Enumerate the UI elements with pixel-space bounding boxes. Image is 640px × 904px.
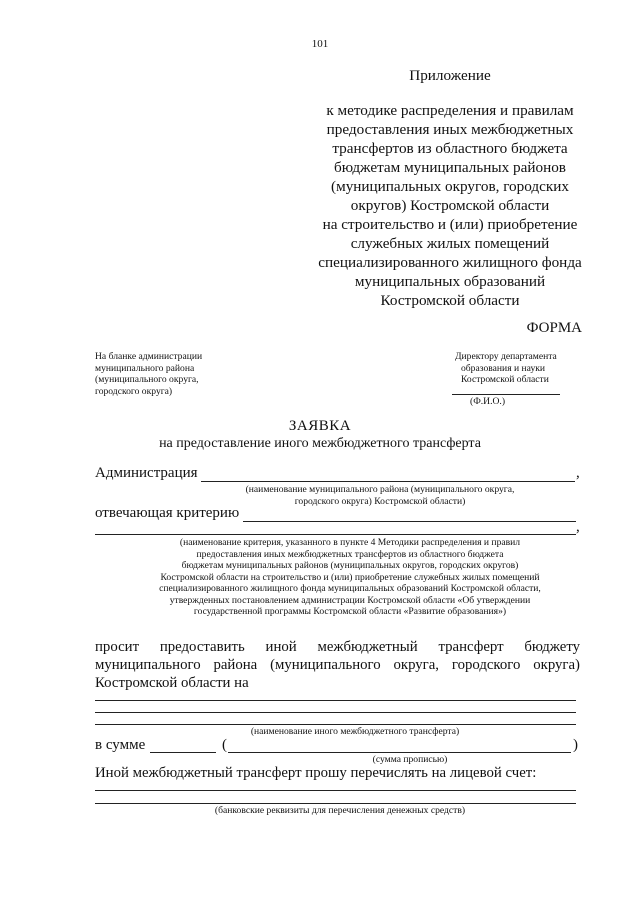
appendix-line: специализированного жилищного фонда xyxy=(318,254,582,271)
appendix-line: округов) Костромской области xyxy=(350,197,550,214)
criterion-caption xyxy=(120,537,580,618)
bank-caption: (банковские реквизиты для перечисления денежных средств) xyxy=(214,805,466,816)
transfer-fill-line-3[interactable] xyxy=(95,724,576,725)
caption-line: специализированного жилищного фонда муниципальных образований Костромской области, xyxy=(159,583,541,594)
request-paragraph xyxy=(95,638,580,692)
addressee-line: Директору департамента xyxy=(455,351,557,362)
transfer-caption: (наименование иного межбюджетного трансферта) xyxy=(250,726,460,737)
fio-signature-line xyxy=(452,394,560,395)
addressee-line: образования и науки xyxy=(461,362,546,374)
caption-line: бюджетам муниципальных районов (муниципальных округов, городских округов) xyxy=(181,560,519,571)
document-heading: ЗАЯВКА xyxy=(288,418,352,434)
addressee-line: Костромской области xyxy=(461,374,549,385)
criterion-fill-line[interactable] xyxy=(243,521,576,522)
appendix-line: (муниципальных округов, городских xyxy=(331,178,569,195)
letterhead-note xyxy=(95,351,202,397)
letterhead-line: (муниципального округа, xyxy=(95,374,199,385)
forma-label: ФОРМА xyxy=(526,320,582,336)
letterhead-line: муниципального района xyxy=(95,362,195,374)
fio-caption: (Ф.И.О.) xyxy=(470,396,506,407)
bank-fill-line-2[interactable] xyxy=(95,803,576,804)
caption-line: городского округа) Костромской области) xyxy=(294,495,466,507)
transfer-fill-line-2[interactable] xyxy=(95,712,576,713)
appendix-title: Приложение xyxy=(409,67,491,84)
amount-words-line[interactable] xyxy=(228,752,571,753)
administration-fill-line[interactable] xyxy=(201,481,575,482)
appendix-line: муниципальных образований xyxy=(354,273,546,290)
appendix-line: Костромской области xyxy=(380,292,520,309)
caption-line: предоставления иных межбюджетных трансфертов из областного бюджета xyxy=(196,548,504,560)
caption-line: (наименование критерия, указанного в пункте 4 Методики распределения и правил xyxy=(179,537,521,548)
document-subheading: на предоставление иного межбюджетного трансферта xyxy=(159,436,481,451)
criterion-label: отвечающая критерию xyxy=(95,505,240,521)
appendix-line: на строительство и (или) приобретение xyxy=(322,216,578,233)
letterhead-line: городского округа) xyxy=(95,385,173,397)
appendix-line: предоставления иных межбюджетных xyxy=(326,121,574,138)
administration-caption xyxy=(200,484,560,507)
bank-fill-line-1[interactable] xyxy=(95,790,576,791)
appendix-line: трансфертов из областного бюджета xyxy=(332,140,568,157)
addressee-block xyxy=(455,351,565,386)
criterion-comma: , xyxy=(576,519,580,535)
page-number: 101 xyxy=(311,38,329,50)
administration-comma: , xyxy=(576,465,580,481)
appendix-line: бюджетам муниципальных районов xyxy=(334,159,566,176)
appendix-block xyxy=(300,66,600,310)
account-label: Иной межбюджетный трансферт прошу перечислять на лицевой счет: xyxy=(95,765,537,781)
appendix-line: к методике распределения и правилам xyxy=(326,102,574,119)
caption-line: государственной программы Костромской области «Развитие образования») xyxy=(193,606,507,617)
administration-label: Администрация xyxy=(95,465,198,481)
request-line: муниципального района (муниципального округа, городского округа) xyxy=(95,657,580,673)
request-line: Костромской области на xyxy=(95,675,249,691)
caption-line: утвержденных постановлением администрации Костромской области «Об утверждении xyxy=(169,594,531,606)
request-line: просит предоставить иной межбюджетный трансферт бюджету xyxy=(95,639,580,655)
caption-line: (наименование муниципального района (муниципального округа, xyxy=(245,484,515,495)
caption-line: Костромской области на строительство и (или) приобретение служебных жилых помещений xyxy=(160,571,540,583)
appendix-line: служебных жилых помещений xyxy=(350,235,550,252)
amount-close-paren: ) xyxy=(573,737,578,753)
amount-label: в сумме xyxy=(95,737,146,753)
amount-number-line[interactable] xyxy=(150,752,216,753)
criterion-fill-line-2[interactable] xyxy=(95,534,576,535)
amount-open-paren: ( xyxy=(222,737,227,753)
amount-caption: (сумма прописью) xyxy=(372,754,448,765)
letterhead-line: На бланке администрации xyxy=(95,351,203,362)
transfer-fill-line-1[interactable] xyxy=(95,700,576,701)
